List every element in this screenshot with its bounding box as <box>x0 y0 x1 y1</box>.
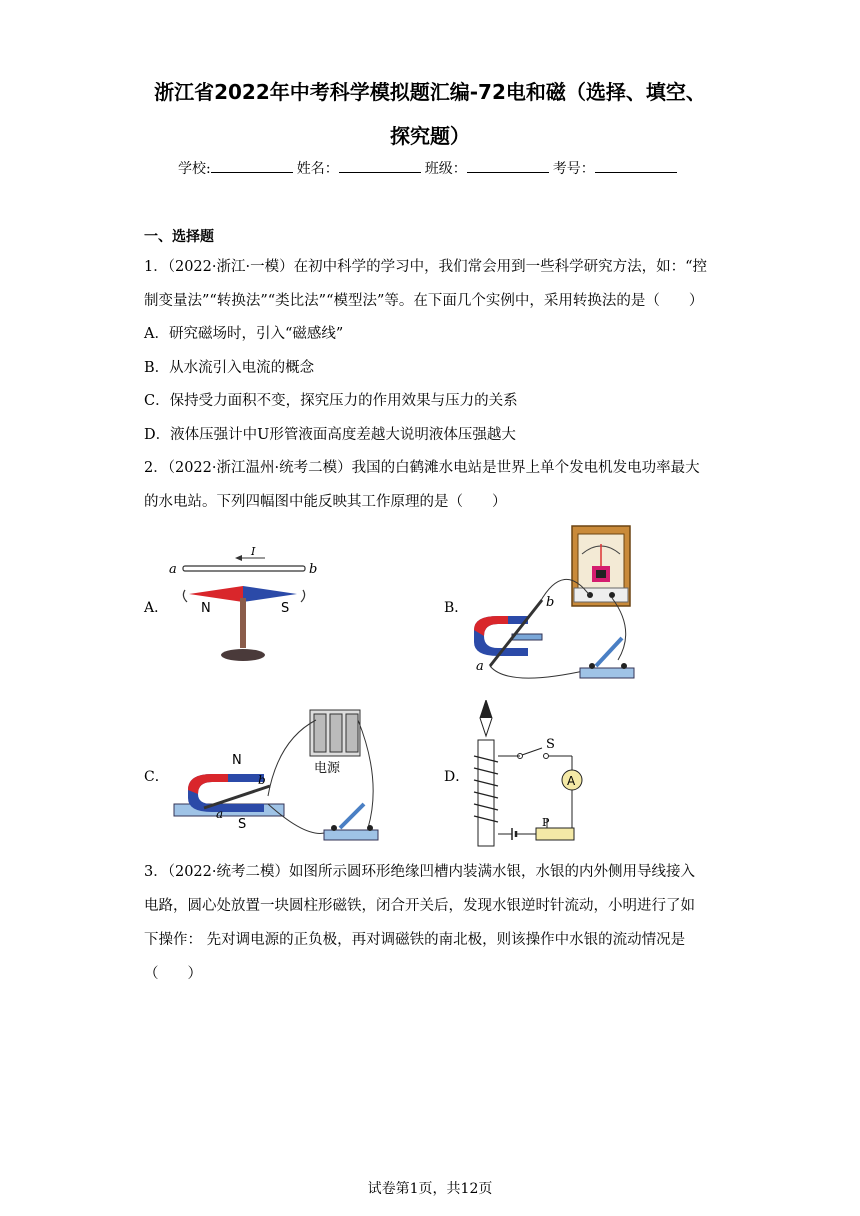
page-footer: 试卷第1页，共12页 <box>367 1181 493 1197</box>
exam-title-line2: 探究题） <box>390 124 470 148</box>
q3-stem-line3: 下操作： 先对调电源的正负极，再对调磁铁的南北极，则该操作中水银的流动情况是 <box>144 932 686 948</box>
fig-d-label-s: S <box>546 737 555 752</box>
section-heading: 一、选择题 <box>144 229 214 245</box>
q2-option-b-label: B． <box>444 600 469 616</box>
fig-c-label-n: N <box>232 753 242 768</box>
q2-stem-line1: 2．（2022·浙江温州·统考二模）我国的白鹤滩水电站是世界上单个发电机发电功率最大 <box>144 460 700 476</box>
q1-option-a: A．研究磁场时，引入“磁感线” <box>144 326 344 342</box>
name-blank <box>339 160 421 173</box>
q3-stem-line4: （ ） <box>144 966 202 982</box>
fig-c-switch <box>324 830 378 840</box>
student-info-row <box>178 158 681 178</box>
fig-b-switch-base <box>580 668 634 678</box>
q2-option-d-label: D． <box>444 769 470 785</box>
q2-option-c-label: C． <box>144 769 169 785</box>
fig-c-label-power: 电源 <box>314 761 341 776</box>
q1-stem-line2: 制变量法”“转换法”“类比法”“模型法”等。在下面几个实例中，采用转换法的是（ ） <box>144 293 704 309</box>
q1-option-c: C．保持受力面积不变，探究压力的作用效果与压力的关系 <box>144 393 518 409</box>
figure-a-oersted <box>165 540 325 668</box>
school-label: 学校: <box>178 161 211 177</box>
fig-c-label-s: S <box>238 817 247 832</box>
number-blank <box>595 160 677 173</box>
fig-a-wire <box>183 566 305 571</box>
number-label: 考号： <box>552 161 595 177</box>
fig-a-base <box>221 649 265 661</box>
fig-b-label-a: a <box>476 659 484 674</box>
fig-d-label-p: P <box>542 816 550 829</box>
fig-a-label-b: b <box>309 562 318 577</box>
fig-c-label-b: b <box>258 773 266 787</box>
fig-b-label-b: b <box>546 595 555 610</box>
fig-a-label-a: a <box>169 562 177 577</box>
fig-d-rheostat <box>536 828 574 840</box>
class-label: 班级： <box>424 161 467 177</box>
exam-title-line1: 浙江省2022年中考科学模拟题汇编-72电和磁（选择、填空、 <box>154 80 706 104</box>
name-label: 姓名： <box>296 161 339 177</box>
school-blank <box>211 160 293 173</box>
fig-a-label-s: S <box>281 601 290 616</box>
q3-stem-line2: 电路，圆心处放置一块圆柱形磁铁，闭合开关后，发现水银逆时针流动，小明进行了如 <box>144 898 695 914</box>
fig-a-stand <box>240 598 246 648</box>
q1-option-b: B．从水流引入电流的概念 <box>144 360 315 376</box>
q1-stem-line1: 1．（2022·浙江·一模）在初中科学的学习中，我们常会用到一些科学研究方法，如：“控 <box>144 259 708 275</box>
figure-b-generator <box>468 520 648 688</box>
fig-a-label-n: N <box>201 601 211 616</box>
fig-a-needle-south <box>243 586 297 602</box>
fig-b-conductor <box>490 600 542 666</box>
class-blank <box>467 160 549 173</box>
q3-stem-line1: 3．（2022·统考二模）如图所示圆环形绝缘凹槽内装满水银，水银的内外侧用导线接入 <box>144 864 695 880</box>
figure-c-motor <box>168 700 388 850</box>
fig-d-label-a: A <box>567 774 576 788</box>
fig-c-label-a: a <box>216 807 224 821</box>
q2-stem-line2: 的水电站。下列四幅图中能反映其工作原理的是（ ） <box>144 494 507 510</box>
fig-a-needle-north <box>189 586 243 602</box>
q2-option-a-label: A． <box>144 600 169 616</box>
fig-a-label-i: I <box>251 545 256 558</box>
q1-option-d: D．液体压强计中U形管液面高度差越大说明液体压强越大 <box>144 427 516 443</box>
figure-d-electromagnet <box>466 700 596 850</box>
